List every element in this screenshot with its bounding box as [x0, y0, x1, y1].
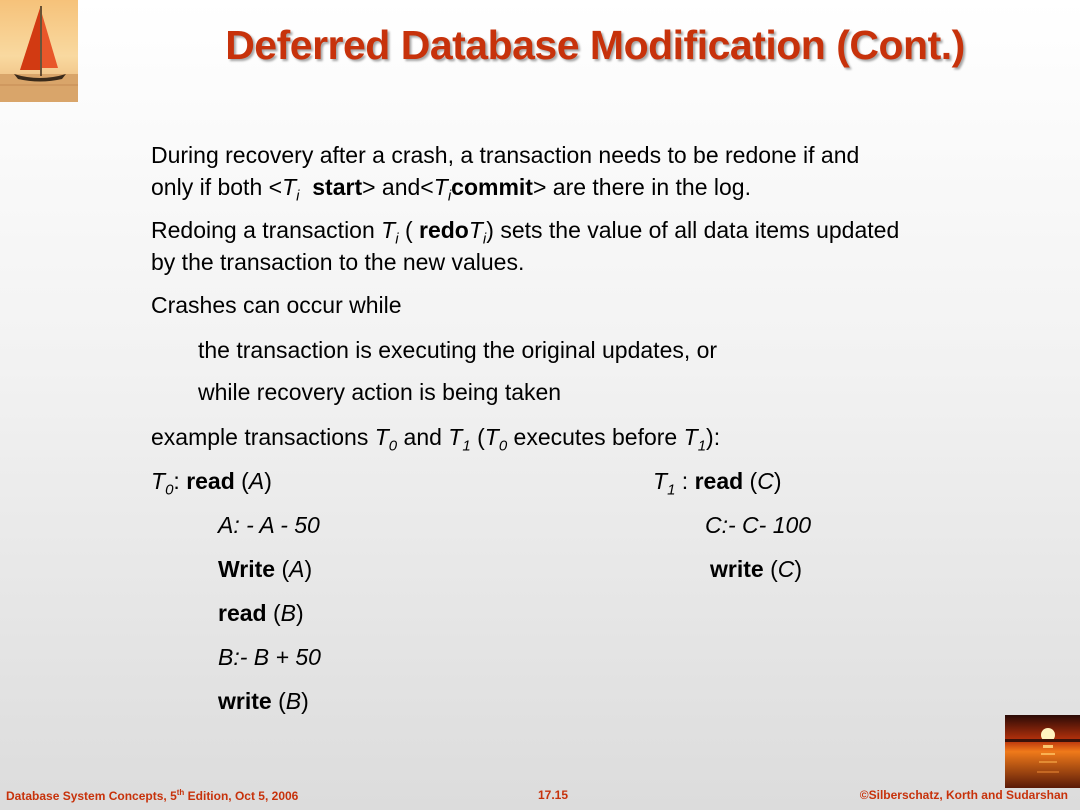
footer-page-number: 17.15: [538, 788, 569, 802]
paragraph-crashes: Crashes can occur while: [151, 292, 402, 318]
footer-left: Database System Concepts, 5th Edition, Oct 5, 2006: [6, 788, 299, 803]
sailboat-logo: [0, 0, 78, 102]
sub-bullet-1: the transaction is executing the original updates, or: [198, 337, 718, 363]
paragraph-recovery-line2: only if both $<T_i$ start> $and<T_icommit>$ are there in the log.: [151, 174, 751, 205]
slide-title: Deferred Database Modification (Cont.): [225, 22, 965, 68]
t0-line2: Write (A): [218, 556, 313, 582]
t0-line5: write (B): [218, 688, 309, 714]
paragraph-recovery-line1: During recovery after a crash, a transaction needs to be redone if and: [151, 142, 860, 168]
sub-bullet-2: while recovery action is being taken: [198, 379, 562, 405]
t1-header: $T_1$ : read (C): [653, 468, 782, 499]
t0-line1: A: - A - 50: [218, 512, 320, 538]
t0-header: $T_0$: read (A): [151, 468, 272, 499]
paragraph-redo-line2: by the transaction to the new values.: [151, 249, 525, 275]
t0-line3: read (B): [218, 600, 304, 626]
t1-line2: write (C): [710, 556, 803, 582]
t0-line4: B:- B + 50: [218, 644, 321, 670]
t1-line1: C:- C- 100: [705, 512, 812, 538]
paragraph-example: example transactions $T_0$ and $T_1$ ($T_0$ executes before $T_1$):: [151, 424, 721, 455]
footer-copyright: ©Silberschatz, Korth and Sudarshan: [859, 788, 1068, 802]
sunset-image: [1005, 715, 1080, 788]
paragraph-redo-line1: Redoing a transaction $T_i$ ( redoT$_i$) sets the value of all data items updated: [151, 217, 900, 248]
